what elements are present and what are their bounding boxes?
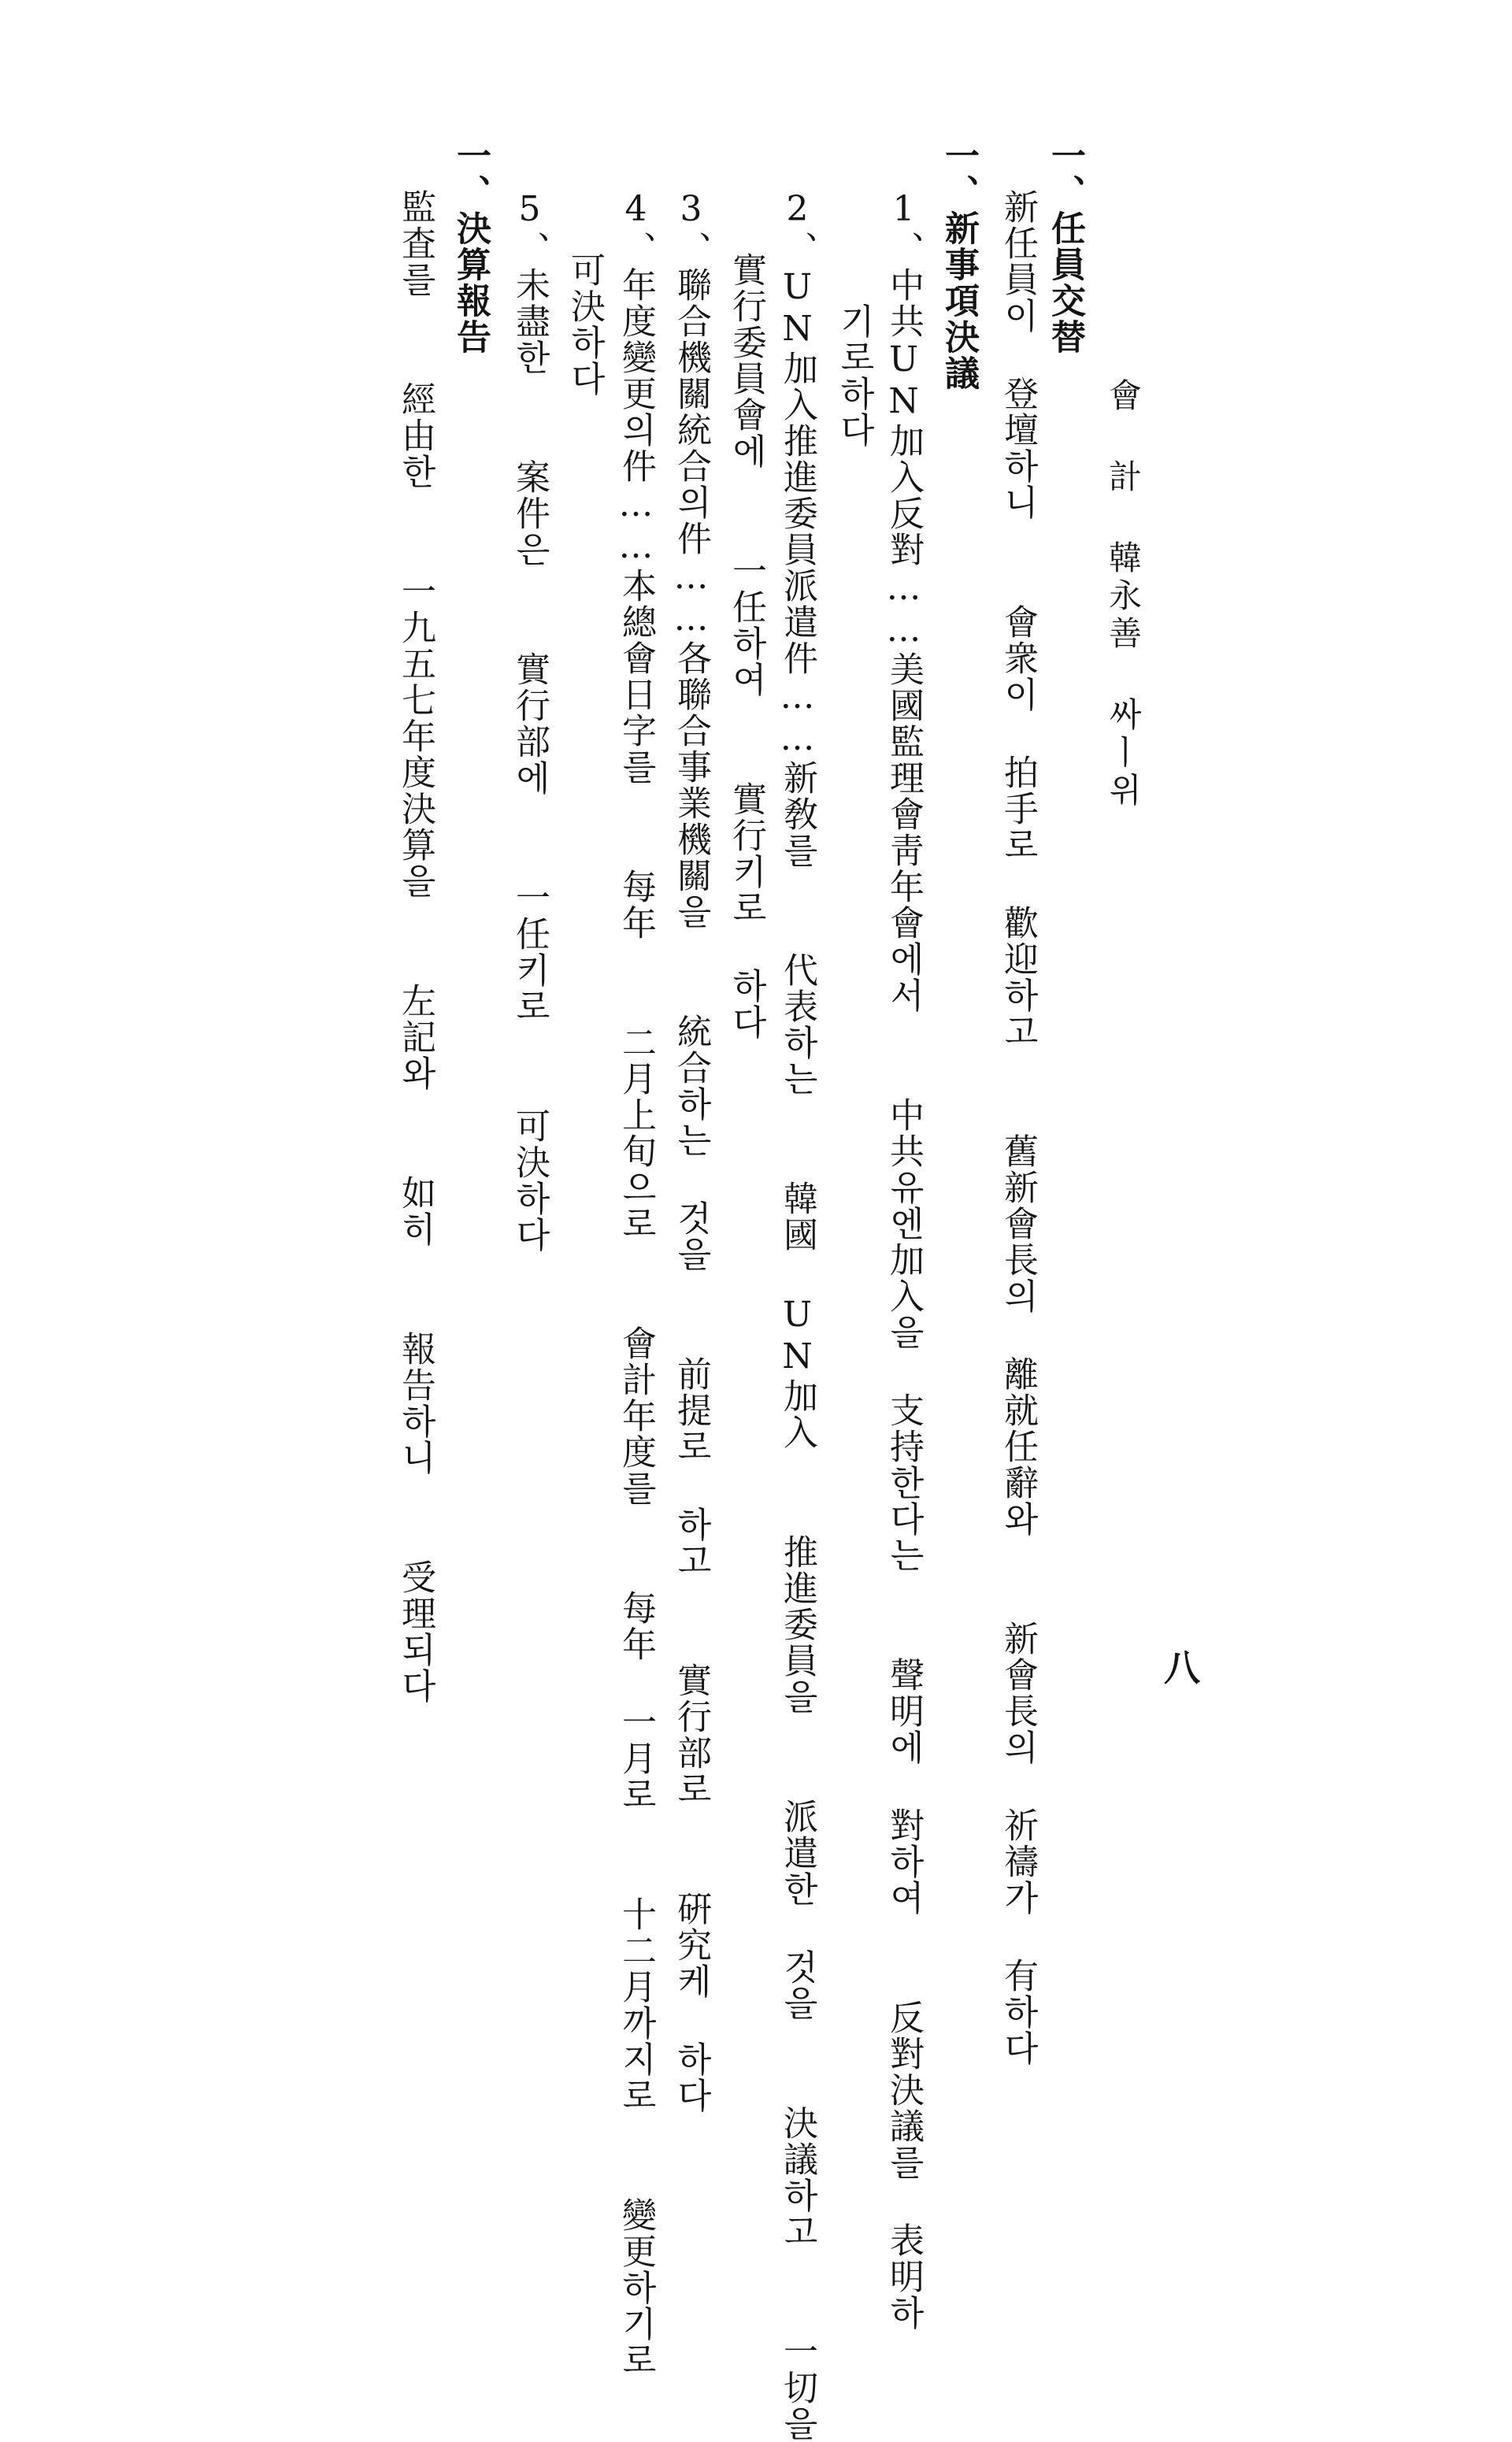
body-line: 2、UN加入推進委員派遣件……新敎를 代表하는 韓國 UN加入 推進委員을 派遣한 것을 決議하고 一切을	[777, 189, 817, 2442]
body-line: 可決하다	[565, 252, 605, 397]
body-line: 監査를 經由한 一九五七年度決算을 左記와 如히 報告하니 受理되다	[395, 189, 435, 1704]
section-heading: 一、新事項決議	[939, 138, 979, 391]
body-line: 5、未盡한 案件은 實行部에 一任키로 可決하다	[510, 189, 550, 1253]
body-line: 3、聯合機關統合의件……各聯合事業機關을 統合하는 것을 前提로 하고 實行部로 硏究케 하다	[671, 189, 711, 2114]
page-number: 八	[1164, 1647, 1200, 1689]
body-line: 實行委員會에 一任하여 實行키로 하다	[726, 252, 766, 1040]
body-line: 기로하다	[834, 303, 874, 448]
body-line: 1、中共UN加入反對……美國監理會靑年會에서 中共유엔加入을 支持한다는 聲明에 對하여 反對決議를 表明하	[884, 189, 924, 2331]
section-heading: 一、任員交替	[1045, 138, 1085, 355]
author-line: 會 計 韓永善 싸ㅣ위	[1104, 378, 1143, 810]
section-heading: 一、決算報告	[450, 138, 491, 355]
body-line: 4、年度變更의件……本總會日字를 每年 二月上旬으로 會計年度를 每年 一月로 十二月까지로 變更하기로	[616, 189, 656, 2378]
body-line: 新任員이 登壇하니 會衆이 拍手로 歡迎하고 舊新會長의 離就任辭와 新會長의 祈禱가 有하다	[998, 189, 1038, 2066]
